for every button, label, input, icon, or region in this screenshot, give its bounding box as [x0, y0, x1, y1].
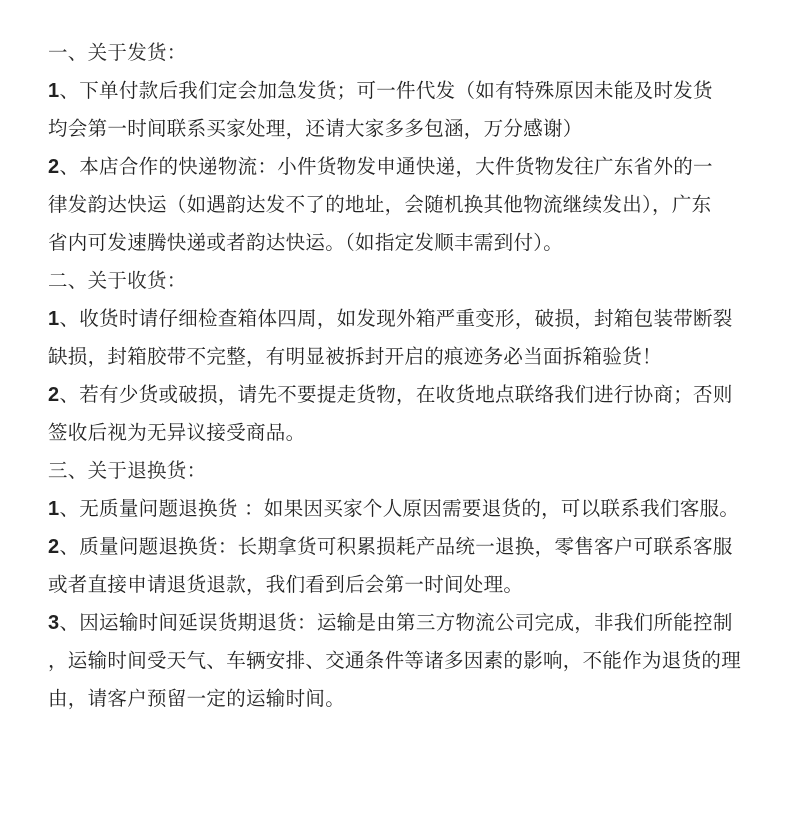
- item-text: 、本店合作的快递物流：小件货物发申通快递，大件货物发往广东省外的一: [59, 155, 713, 178]
- item-text: 、无质量问题退换货 ：如果因买家个人原因需要退货的，可以联系我们客服。: [59, 497, 740, 520]
- section-title-receiving: 二、关于收货：: [48, 269, 187, 292]
- item-text: 或者直接申请退货退款，我们看到后会第一时间处理。: [48, 573, 524, 596]
- list-item: [48, 148, 778, 262]
- item-number: 2: [48, 156, 60, 178]
- item-text: 均会第一时间联系买家处理，还请大家多多包涵，万分感谢）: [48, 117, 583, 140]
- item-text: 、因运输时间延误货期退货：运输是由第三方物流公司完成，非我们所能控制: [59, 611, 733, 634]
- item-text: 律发韵达快运（如遇韵达发不了的地址，会随机换其他物流继续发出），广东: [48, 193, 712, 216]
- list-item: [48, 72, 778, 148]
- item-text: 、质量问题退换货：长期拿货可积累损耗产品统一退换，零售客户可联系客服: [59, 535, 733, 558]
- item-text: 省内可发速腾快递或者韵达快运。（如指定发顺丰需到付）。: [48, 231, 564, 254]
- list-item: [48, 604, 778, 718]
- list-item: [48, 376, 778, 452]
- item-number: 1: [48, 308, 60, 330]
- item-text: ，运输时间受天气、车辆安排、交通条件等诸多因素的影响，不能作为退货的理: [48, 649, 742, 672]
- item-number: 1: [48, 498, 60, 520]
- item-text: 、收货时请仔细检查箱体四周，如发现外箱严重变形，破损，封箱包装带断裂: [59, 307, 733, 330]
- item-text: 、若有少货或破损，请先不要提走货物，在收货地点联络我们进行协商；否则: [59, 383, 733, 406]
- item-text: 签收后视为无异议接受商品。: [48, 421, 306, 444]
- item-text: 、下单付款后我们定会加急发货；可一件代发（如有特殊原因未能及时发货: [59, 79, 713, 102]
- item-text: 由，请客户预留一定的运输时间。: [48, 687, 346, 710]
- policy-document: [48, 34, 778, 718]
- list-item: [48, 528, 778, 604]
- item-text: 缺损，封箱胶带不完整，有明显被拆封开启的痕迹务必当面拆箱验货！: [48, 345, 662, 368]
- section-title-shipping: 一、关于发货：: [48, 41, 187, 64]
- item-number: 3: [48, 612, 60, 634]
- list-item: [48, 300, 778, 376]
- item-number: 2: [48, 384, 60, 406]
- item-number: 1: [48, 80, 60, 102]
- list-item: [48, 490, 778, 528]
- section-title-returns: 三、关于退换货：: [48, 459, 207, 482]
- item-number: 2: [48, 536, 60, 558]
